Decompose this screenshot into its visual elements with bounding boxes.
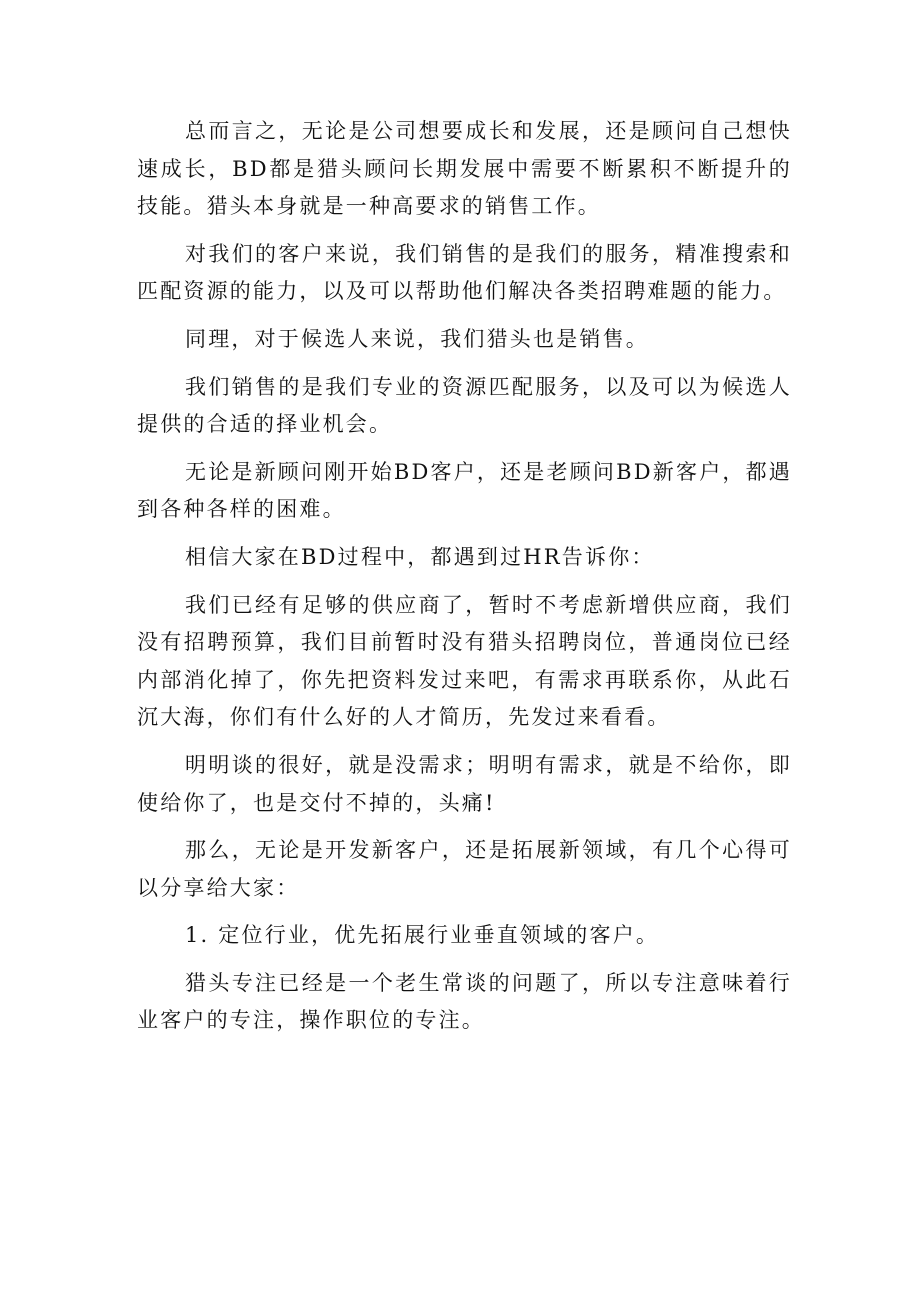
document-page [137,113,792,1050]
paragraph-conclusion: 总而言之，无论是公司想要成长和发展，还是顾问自己想快速成长，BD都是猎头顾问长期发展中需要不断累积不断提升的技能。猎头本身就是一种高要求的销售工作。 [137,119,792,219]
paragraph-hr-quote: 我们已经有足够的供应商了，暂时不考虑新增供应商，我们没有招聘预算，我们目前暂时没有猎头招聘岗位，普通岗位已经内部消化掉了，你先把资料发过来吧，有需求再联系你，从此石沉大海，你们有什么好的人才简历，先发过来看看。 [137,592,792,730]
paragraph-hr-says: 相信大家在BD过程中，都遇到过HR告诉你： [185,544,655,569]
paragraph-client-sales: 对我们的客户来说，我们销售的是我们的服务，精准搜索和匹配资源的能力，以及可以帮助他们解决各类招聘难题的能力。 [137,241,792,304]
paragraph-candidate-sales: 同理，对于候选人来说，我们猎头也是销售。 [185,326,649,351]
paragraph-resource-matching: 我们销售的是我们专业的资源匹配服务，以及可以为候选人提供的合适的择业机会。 [137,374,792,437]
paragraph-difficulties: 无论是新顾问刚开始BD客户，还是老顾问BD新客户，都遇到各种各样的困难。 [137,459,792,522]
paragraph-headache: 明明谈的很好，就是没需求；明明有需求，就是不给你，即使给你了，也是交付不掉的，头痛! [137,752,792,815]
paragraph-focus: 猎头专注已经是一个老生常谈的问题了，所以专注意味着行业客户的专注，操作职位的专注。 [137,970,792,1033]
paragraph-share-tips: 那么，无论是开发新客户，还是拓展新领域，有几个心得可以分享给大家： [137,838,792,900]
paragraph-tip-1: 1. 定位行业，优先拓展行业垂直领域的客户。 [185,923,660,948]
